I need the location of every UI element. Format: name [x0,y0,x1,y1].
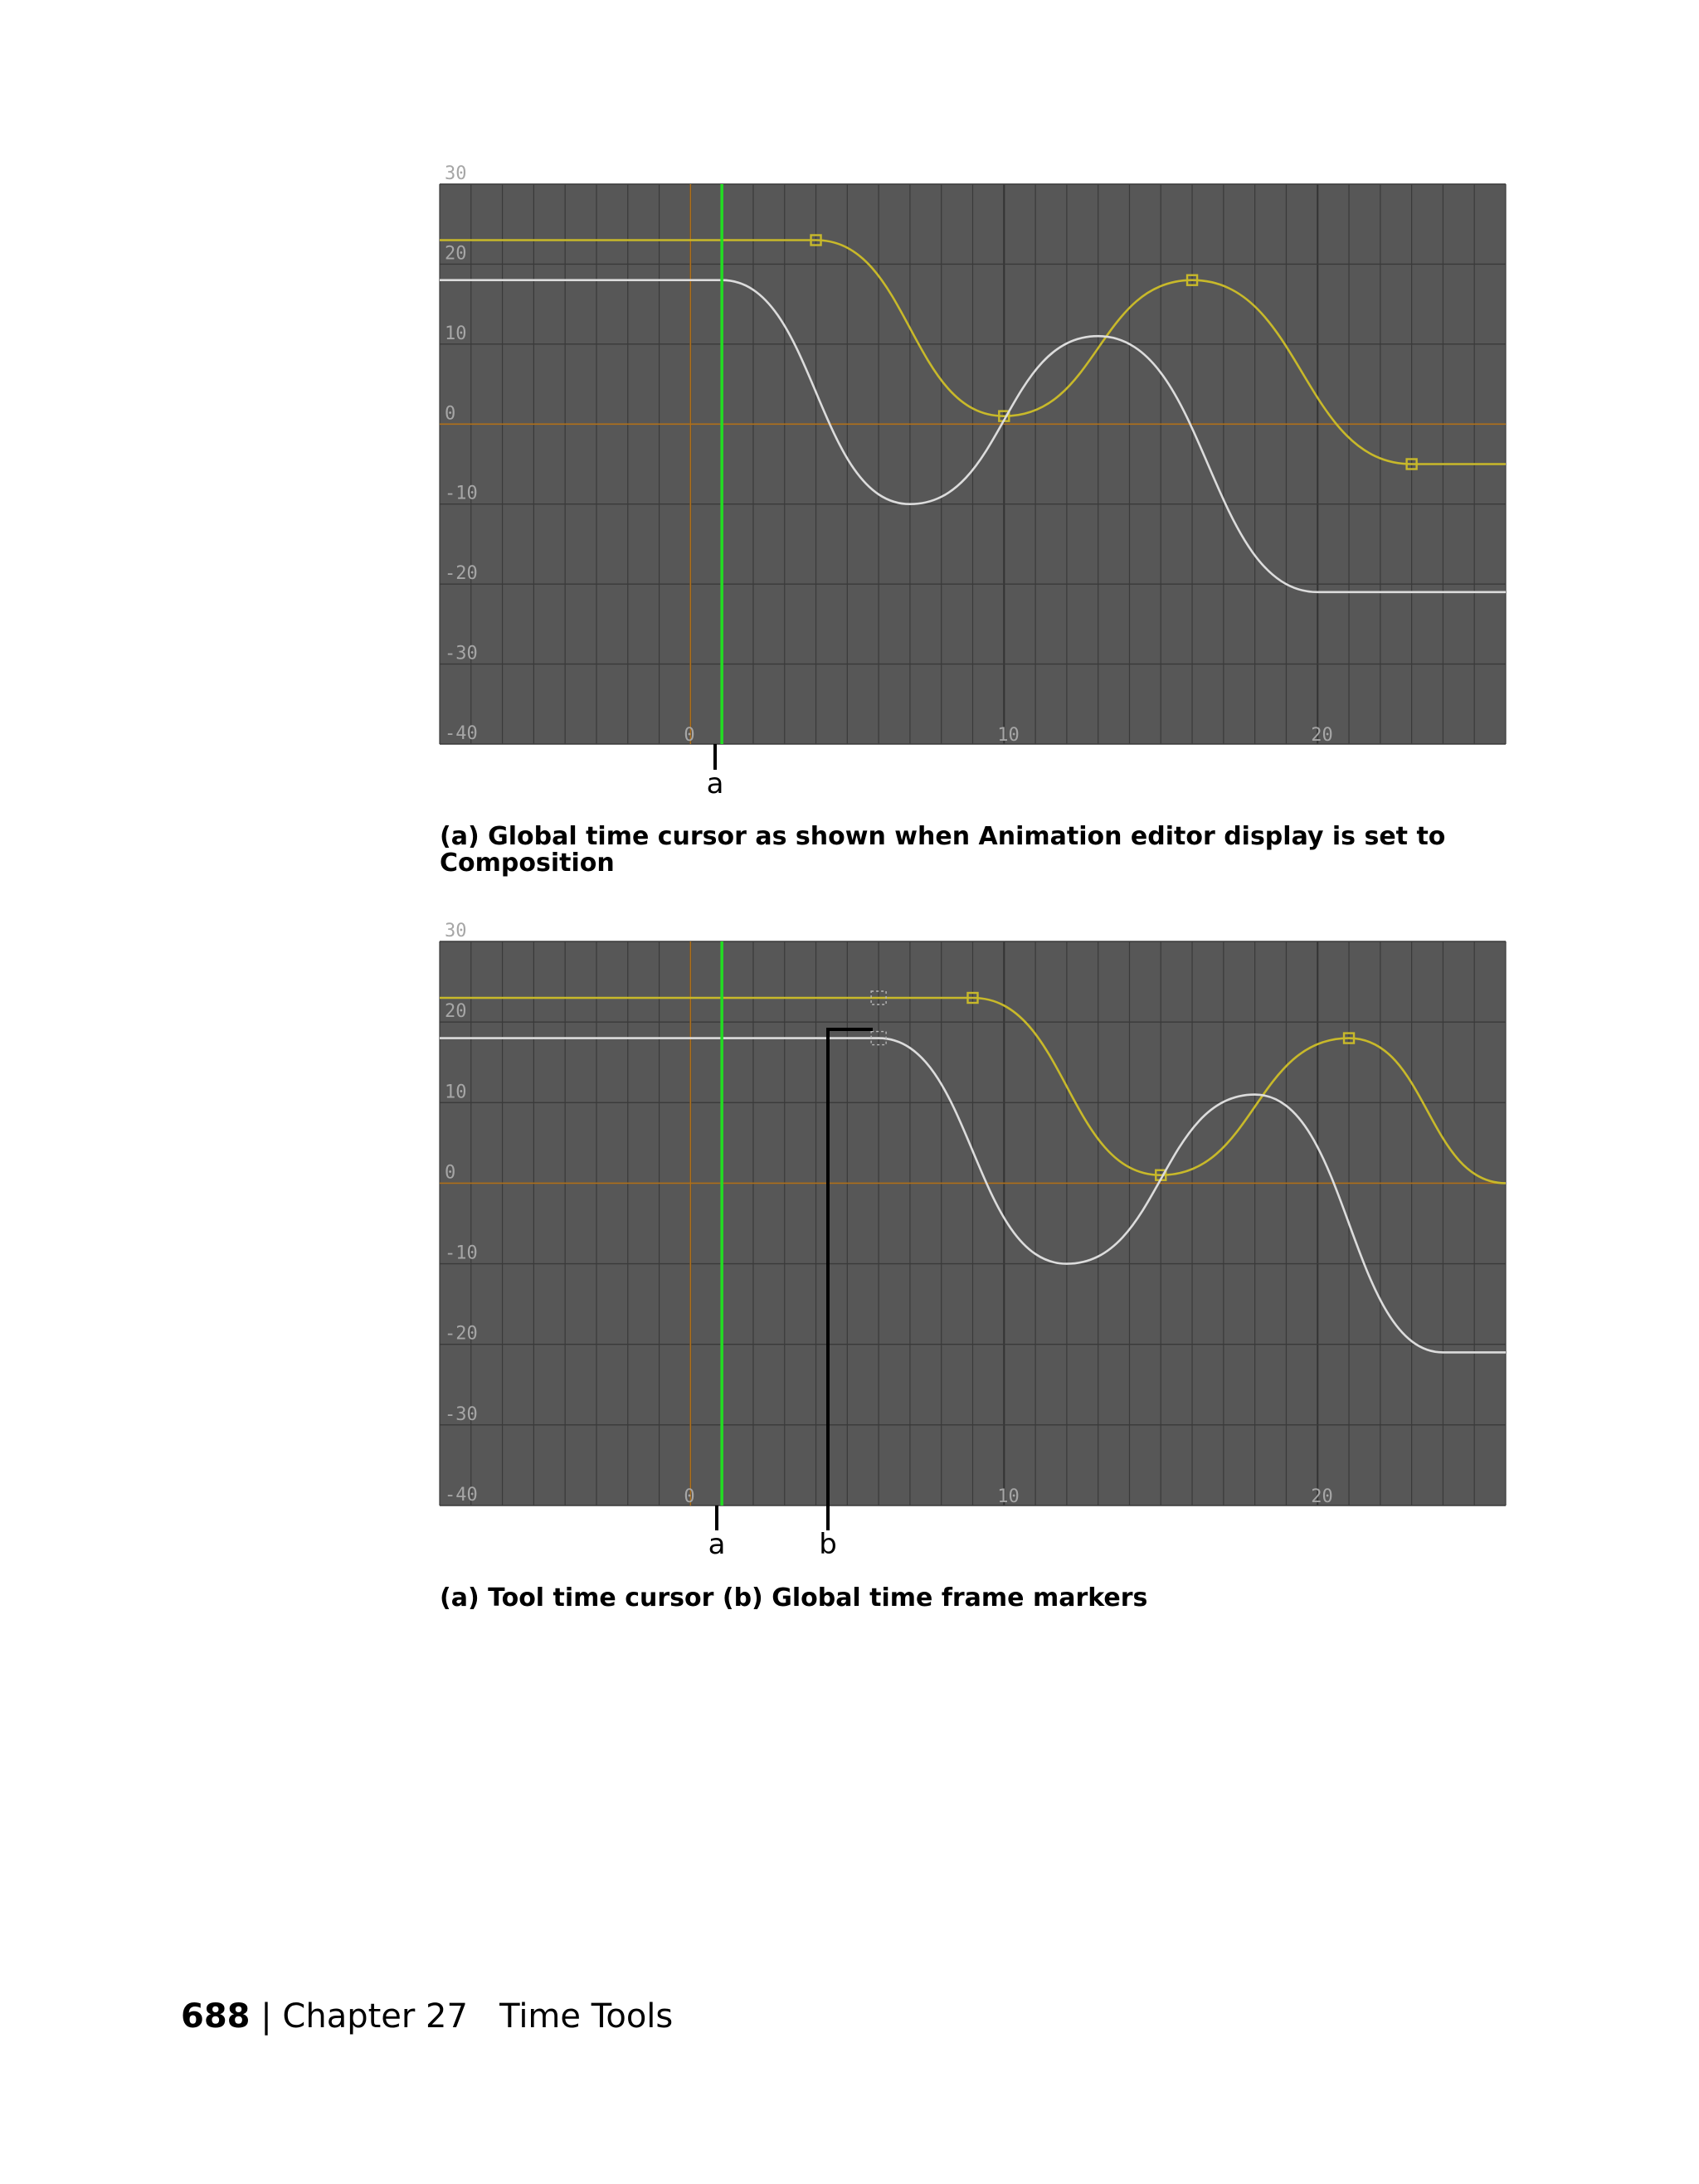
y-tick-label: 10 [445,323,467,344]
x-tick-label: 10 [997,725,1020,746]
y-tick-label: 0 [445,1162,456,1184]
page-number: 688 [181,1997,251,2036]
graph-figure-composition [440,163,1506,746]
y-tick-label: 20 [445,1001,467,1023]
x-tick-label: 20 [1311,725,1333,746]
y-tick-label: -10 [445,483,478,504]
y-tick-label: 30 [445,163,467,184]
y-tick-label: 20 [445,243,467,265]
animation-editor-graph-2[interactable] [440,921,1506,1507]
figure-caption-1: (a) Global time cursor as shown when Animation editor display is set to Composition [440,822,1446,878]
page-footer [181,1997,673,2036]
x-tick-label: 0 [684,1486,695,1507]
y-tick-label: 0 [445,403,456,425]
y-tick-label: -20 [445,1323,478,1345]
x-tick-label: 0 [684,725,695,746]
callout-label-b: b [819,1528,837,1561]
y-tick-label: 30 [445,921,467,941]
y-tick-label: 10 [445,1082,467,1103]
animation-editor-graph-1[interactable] [440,163,1506,746]
callout-label-a: a [706,767,724,800]
y-tick-label: -40 [445,723,478,744]
footer-title: Time Tools [499,1997,674,2036]
y-tick-label: -30 [445,1403,478,1425]
y-tick-label: -20 [445,563,478,585]
x-tick-label: 10 [997,1486,1020,1507]
footer-separator: | [250,1997,283,2036]
footer-chapter: Chapter 27 [282,1997,468,2036]
y-tick-label: -40 [445,1485,478,1505]
graph-figure-tool-cursor [440,921,1506,1507]
figure-caption-2: (a) Tool time cursor (b) Global time frame markers [440,1583,1148,1612]
y-tick-label: -30 [445,643,478,664]
callout-label-a: a [708,1528,726,1561]
x-tick-label: 20 [1311,1486,1333,1507]
y-tick-label: -10 [445,1243,478,1264]
